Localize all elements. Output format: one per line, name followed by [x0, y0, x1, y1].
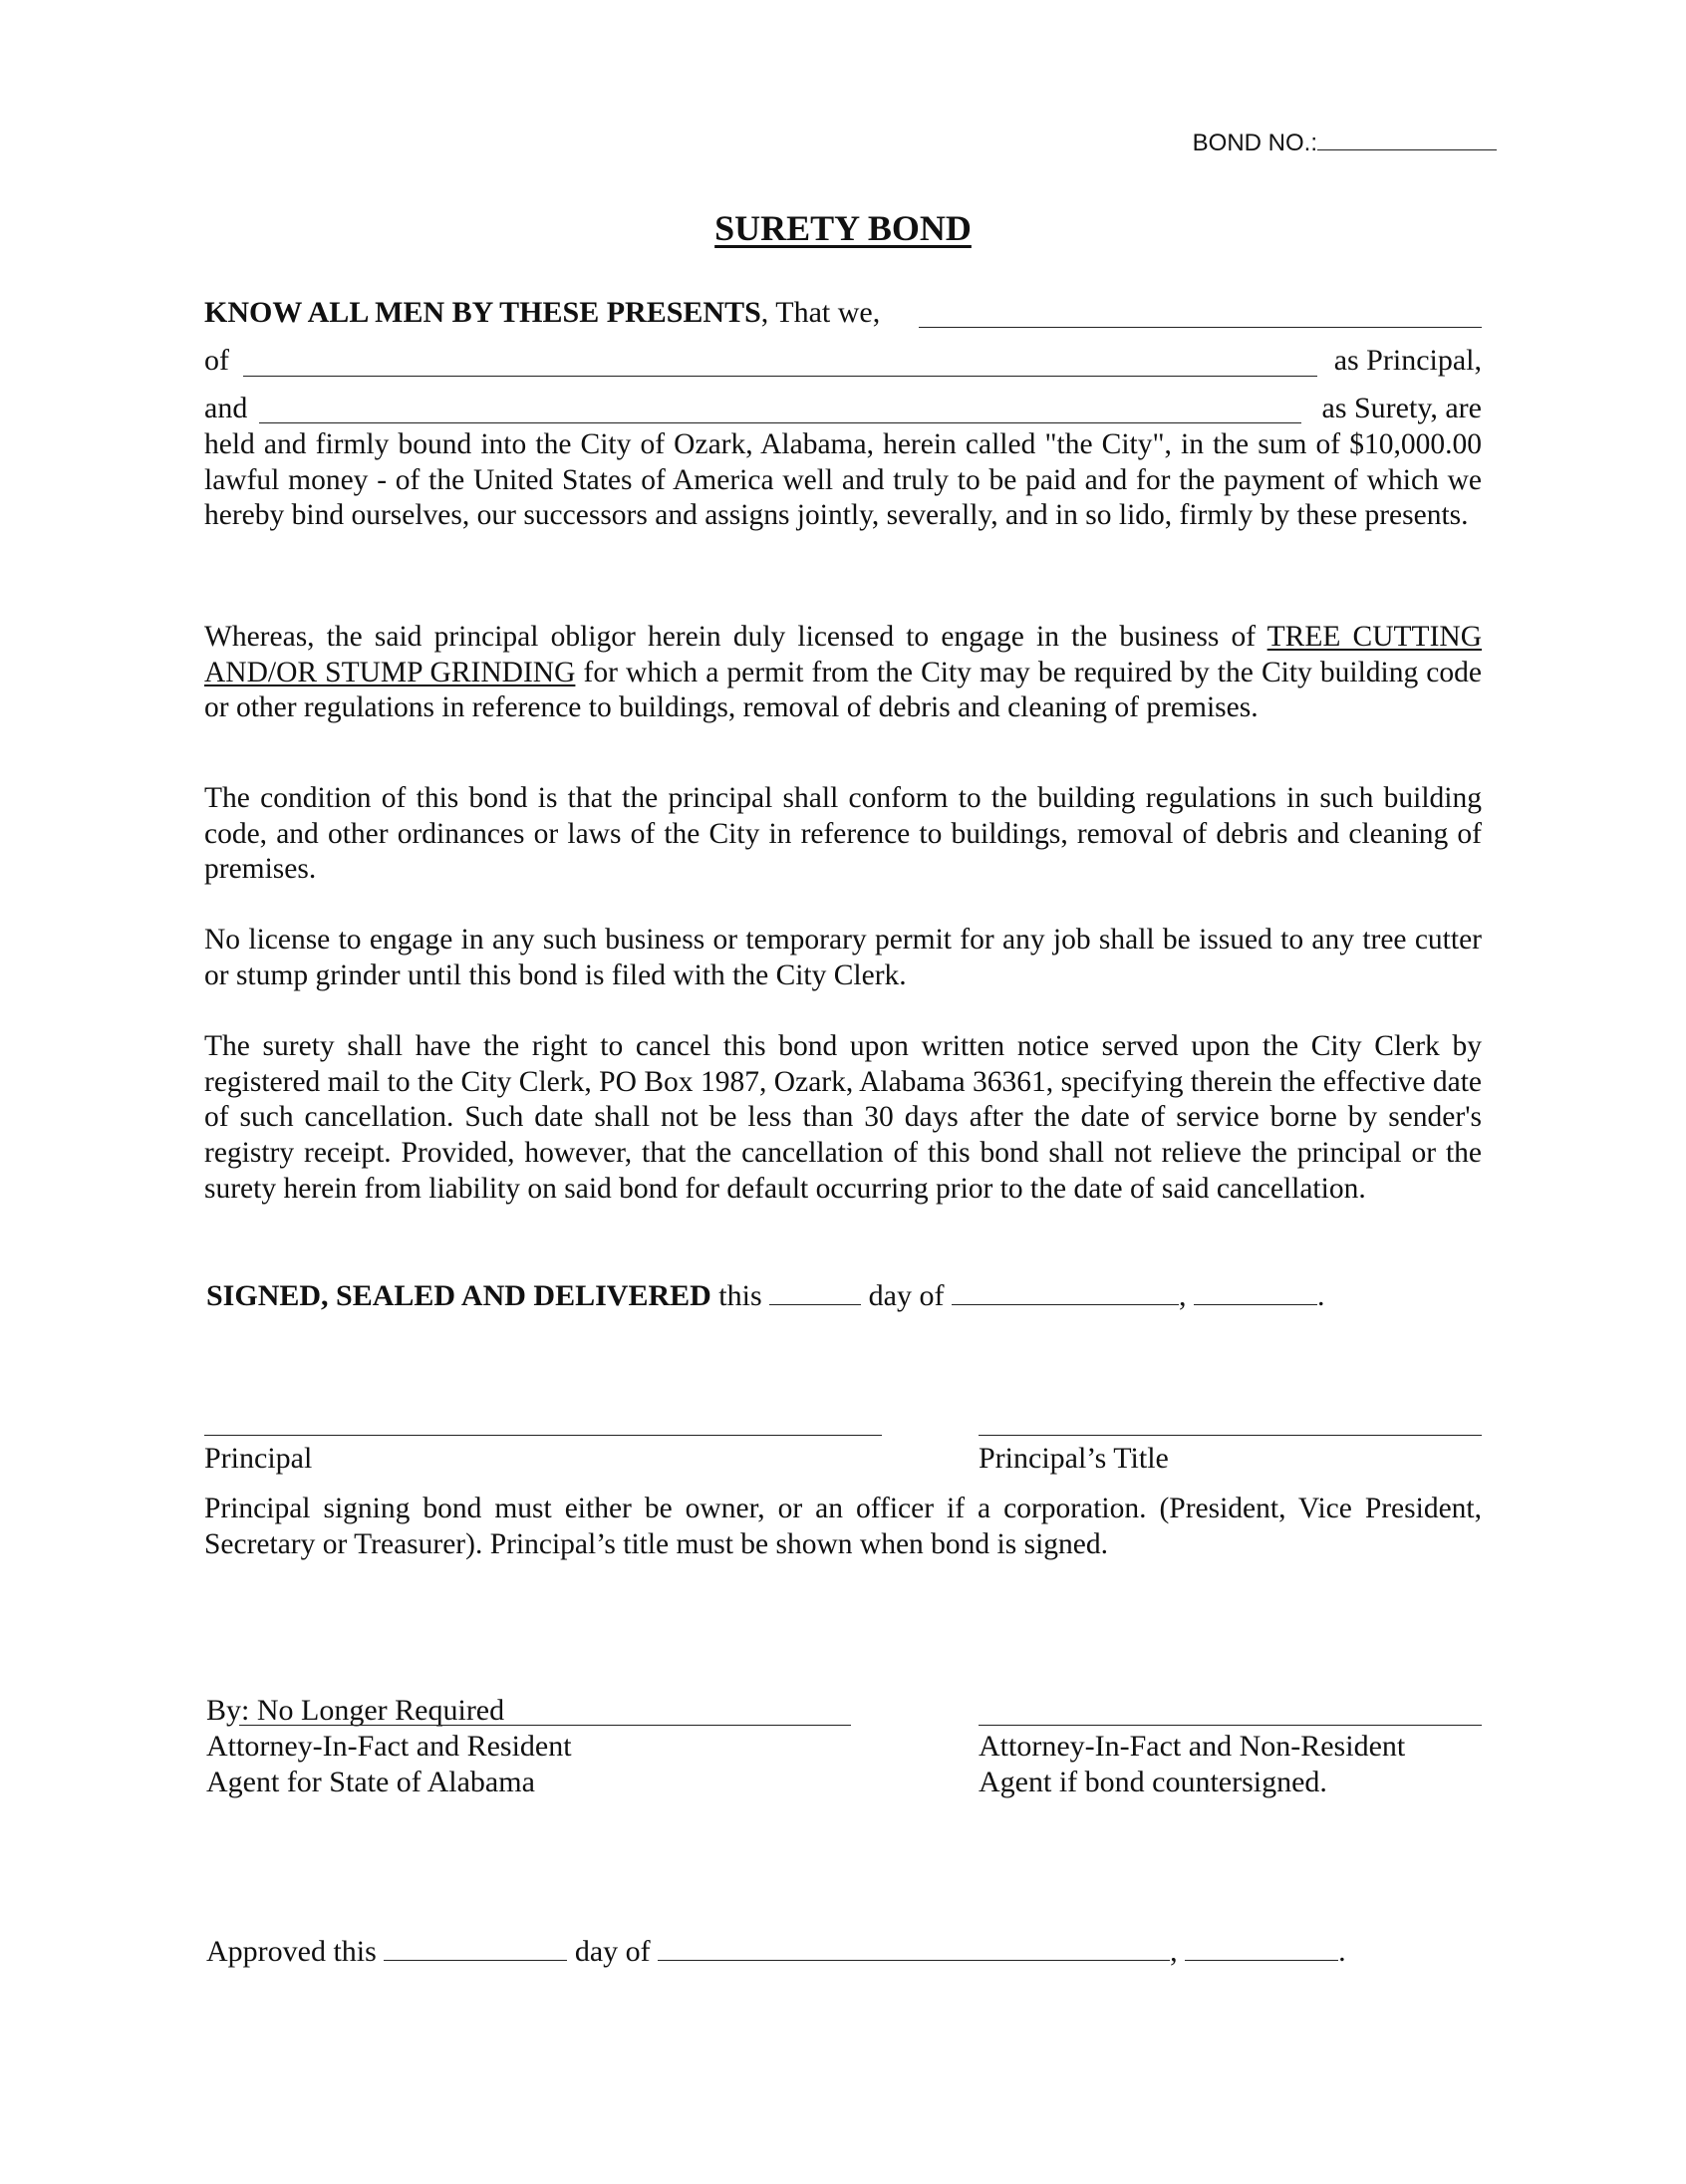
approved-day-field[interactable]: [384, 1934, 567, 1961]
signed-day-of: day of: [868, 1279, 945, 1312]
condition-paragraph: The condition of this bond is that the principal shall conform to the building regulations in such building code, and other ordinances or laws of the City in reference to buildings, removal of debris and cleaning of premises.: [204, 782, 1482, 886]
whereas-text-after: for which a permit from the City may be required by the City building code or other regulations in reference to buildings, removal of debris and cleaning of premises.: [204, 656, 1482, 724]
preamble-line-1: [204, 295, 880, 331]
principal-address-field[interactable]: [243, 376, 1317, 377]
surety-name-field[interactable]: [259, 422, 1301, 423]
principal-signature-line[interactable]: [204, 1435, 882, 1436]
document-title: SURETY BOND: [714, 208, 972, 248]
cancellation-paragraph: The surety shall have the right to cancel this bond upon written notice served upon the City Clerk by registered mail to the City Clerk, PO Box 1987, Ozark, Alabama 36361, specifying therein the effective date of such cancellation. Such date shall not be less than 30 days after the date of service borne by sender's registry receipt. Provided, however, that the cancellation of this bond shall not relieve the principal or the surety herein from liability on said bond for default occurring prior to the date of said cancellation.: [204, 1030, 1482, 1205]
attorney-by: [206, 1693, 504, 1729]
signed-this: this: [718, 1279, 762, 1312]
by-value: No Longer Required: [256, 1694, 505, 1727]
preamble-lead-rest: , That we,: [760, 296, 881, 329]
principal-title-line[interactable]: [979, 1435, 1482, 1436]
signed-line: SIGNED, SEALED AND DELIVERED this day of , .: [206, 1279, 1325, 1312]
nonresident-agent-signature-line[interactable]: [979, 1725, 1482, 1726]
business-type: TREE CUTTING AND/OR STUMP GRINDING: [204, 621, 1482, 688]
preamble-lead: KNOW ALL MEN BY THESE PRESENTS: [204, 296, 761, 329]
whereas-paragraph: [204, 620, 1482, 726]
approved-month-field[interactable]: [658, 1934, 1170, 1961]
signed-day-field[interactable]: [769, 1278, 861, 1305]
principal-label: Principal: [204, 1442, 313, 1475]
approved-label: Approved this: [206, 1935, 377, 1968]
principal-name-field[interactable]: [919, 327, 1482, 328]
bond-number: [1193, 126, 1497, 157]
signed-bold: SIGNED, SEALED AND DELIVERED: [206, 1279, 711, 1312]
approved-year-field[interactable]: [1185, 1934, 1338, 1961]
bond-number-field[interactable]: [1317, 126, 1497, 150]
principal-note: Principal signing bond must either be owner, or an officer if a corporation. (President, Vice President, Secretary or Treasurer). Principal’s title must be shown when bond is signed.: [204, 1493, 1482, 1560]
preamble-body: held and firmly bound into the City of Ozark, Alabama, herein called "the City", in the sum of $10,000.00 lawful money - of the United States of America well and truly to be paid and for the payment of which we hereby bind ourselves, our successors and assigns jointly, severally, and in so lido, firmly by these presents.: [204, 428, 1482, 532]
nonresident-agent-line-1: Attorney-In-Fact and Non-Resident: [979, 1730, 1406, 1763]
as-principal-label: as Principal,: [1333, 344, 1482, 377]
as-surety-label: as Surety, are: [1321, 392, 1482, 424]
resident-agent-line-2: Agent for State of Alabama: [206, 1766, 535, 1798]
approved-day-of: day of: [574, 1935, 651, 1968]
principal-title-label: Principal’s Title: [979, 1442, 1169, 1475]
whereas-text-before: Whereas, the said principal obligor herein duly licensed to engage in the business of: [204, 621, 1257, 653]
signed-month-field[interactable]: [952, 1278, 1179, 1305]
resident-agent-signature-line[interactable]: [239, 1725, 851, 1726]
of-label: of: [204, 344, 229, 377]
resident-agent-line-1: Attorney-In-Fact and Resident: [206, 1730, 572, 1763]
nonresident-agent-line-2: Agent if bond countersigned.: [979, 1766, 1327, 1798]
bond-number-label: BOND NO.:: [1192, 130, 1317, 156]
approved-line: Approved this day of , .: [206, 1935, 1346, 1968]
no-license-paragraph: No license to engage in any such business or temporary permit for any job shall be issued to any tree cutter or stump grinder until this bond is filed with the City Clerk.: [204, 924, 1482, 991]
by-label: By:: [206, 1694, 250, 1727]
signed-year-field[interactable]: [1194, 1278, 1317, 1305]
and-label: and: [204, 392, 248, 424]
